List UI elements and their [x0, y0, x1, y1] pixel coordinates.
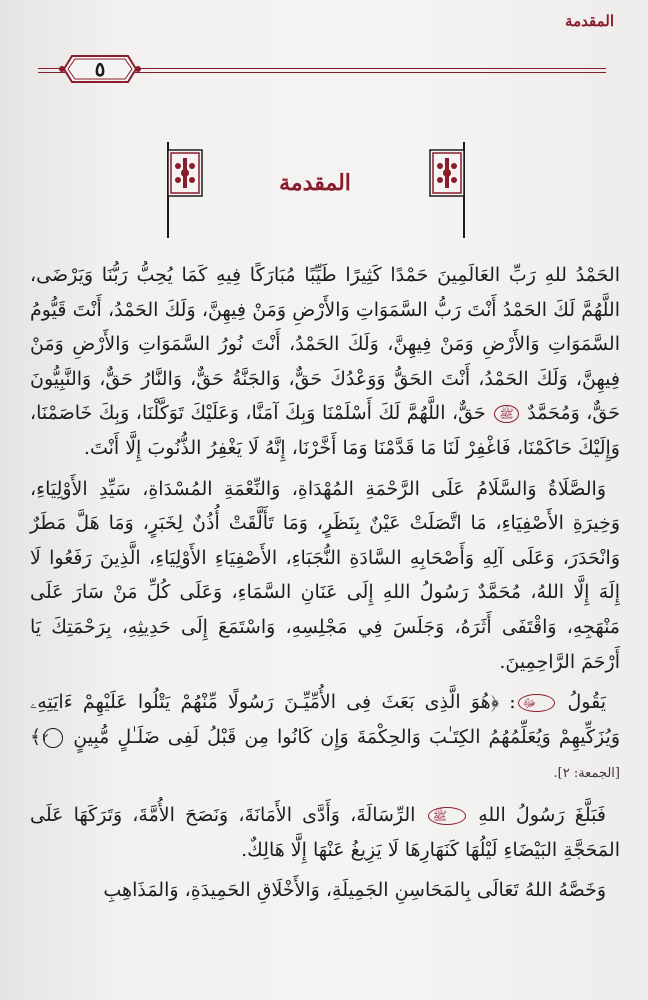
page-number: ٥ — [94, 57, 106, 81]
paragraph-message — [30, 798, 620, 867]
verse-intro: يَقُولُ — [567, 691, 606, 714]
verse-text: هُوَ الَّذِى بَعَثَ فِى الأُمِّيِّـنَ رَسُولًا مِّنْهُمْ يَتْلُوا عَلَيْهِمْ ءَايَتِهِۦ وَيُزَكِّيهِمْ وَيُعَلِّمُهُمُ الكِتَـٰبَ وَالحِكْمَةَ وَإِن كَانُوا مِن قَبْلُ لَفِى ضَلَـٰلٍ مُّبِينٍ — [30, 691, 621, 748]
salawat-mark: ﷺ — [494, 405, 519, 423]
paragraph-virtues: وَخَصَّهُ اللهُ تَعَالَى بِالمَحَاسِنِ الجَمِيلَةِ، وَالأَخْلَاقِ الحَمِيدَةِ، وَالمَذَاهِبِ — [103, 879, 606, 902]
paragraph-text: فَبَلَّغَ رَسُولُ اللهِ — [478, 803, 606, 826]
verse-citation: [الجمعة: ٢]. — [553, 766, 620, 782]
section-title: المقدمة — [279, 170, 351, 196]
salawat-mark: ﷺ — [428, 807, 467, 825]
verse-open-bracket: ﴿ — [490, 691, 500, 714]
paragraph-text: الحَمْدُ للهِ رَبِّ العَالَمِينَ حَمْدًا كَثِيرًا طَيِّبًا مُبَارَكًا فِيهِ كَمَا يُحِبُّ رَبُّنَا وَيَرْضَى، اللَّهُمَّ لَكَ الحَمْدُ أَنْتَ رَبُّ السَّمَوَاتِ وَالأَرْضِ وَمَنْ فِيهِنَّ، وَلَكَ الحَمْدُ، أَنْتَ قَيُّومُ السَّمَوَاتِ وَالأَرْضِ وَمَنْ فِيهِنَّ، وَلَكَ الحَمْدُ، أَنْتَ نُورُ السَّمَوَاتِ وَالأَرْضِ وَمَنْ فِيهِنَّ، وَلَكَ الحَمْدُ، أَنْتَ الحَقُّ وَوَعْدُكَ حَقٌّ، وَالجَنَّةُ حَقٌّ، وَالنَّارُ حَقٌّ، وَالنَّبِيُّونَ حَقٌّ، وَمُحَمَّدٌ — [30, 264, 621, 425]
paragraph-text: الرِّسَالَةَ، وَأَدَّى الأَمَانَةَ، وَنَصَحَ الأُمَّةَ، وَتَرَكَهَا عَلَى المَحَجَّةِ البَيْضَاءِ لَيْلُهَا كَنَهَارِهَا لَا يَزِيغُ عَنْهَا إِلَّا هَالِكٌ. — [30, 803, 620, 861]
banner-flag-icon — [160, 140, 204, 240]
ayah-number: ٢ — [43, 728, 63, 748]
paragraph-salat: وَالصَّلَاةُ وَالسَّلَامُ عَلَى الرَّحْمَةِ المُهْدَاةِ، وَالنِّعْمَةِ المُسْدَاةِ، سَيِّدِ الأَوْلِيَاءِ، وَخِيرَةِ الأَصْفِيَاءِ، مَا اتَّصَلَتْ عَيْنٌ بِنَظَرٍ، وَمَا تَأَلَّقَتْ أُذُنٌ لِخَبَرٍ، وَمَا هَلَّ مَطَرٌ وَانْحَدَرَ، وَعَلَى آلِهِ وَأَصْحَابِهِ السَّادَةِ النُّجَبَاءِ، الأَصْفِيَاءِ الأَوْلِيَاءِ، الَّذِينَ رَفَعُوا لَا إِلَهَ إِلَّا اللهُ، مُحَمَّدٌ رَسُولُ اللهِ إِلَى عَنَانِ السَّمَاءِ، وَعَلَى كُلِّ مَنْ سَارَ عَلَى مَنْهَجِهِ، وَاقْتَفَى أَثَرَهُ، وَجَلَسَ فِي مَجْلِسِهِ، وَاسْتَمَعَ إِلَى حَدِيثِهِ، بِرَحْمَتِكَ يَا أَرْحَمَ الرَّاحِمِينَ. — [30, 477, 620, 673]
verse-colon: : — [509, 691, 516, 714]
body-text — [30, 258, 620, 908]
paragraph-text: حَقٌّ، اللَّهُمَّ لَكَ أَسْلَمْنَا وَبِكَ آمَنَّا، وَعَلَيْكَ تَوَكَّلْنَا، وَبِكَ خَاصَمْنَا، وَإِلَيْكَ حَاكَمْنَا، فَاغْفِرْ لَنَا مَا قَدَّمْنَا وَمَا أَخَّرْنَا، إِنَّهُ لَا يَغْفِرُ الذُّنُوبَ إِلَّا أَنْتَ. — [30, 402, 620, 459]
running-head-title: المقدمة — [565, 12, 614, 30]
banner-flag-icon — [428, 140, 472, 240]
verse-close-bracket: ﴾ — [30, 725, 42, 748]
jalla-jalaluhu-mark: ﷻ — [518, 694, 556, 712]
paragraph-quran-verse — [30, 685, 620, 792]
paragraph-praise — [30, 258, 620, 466]
